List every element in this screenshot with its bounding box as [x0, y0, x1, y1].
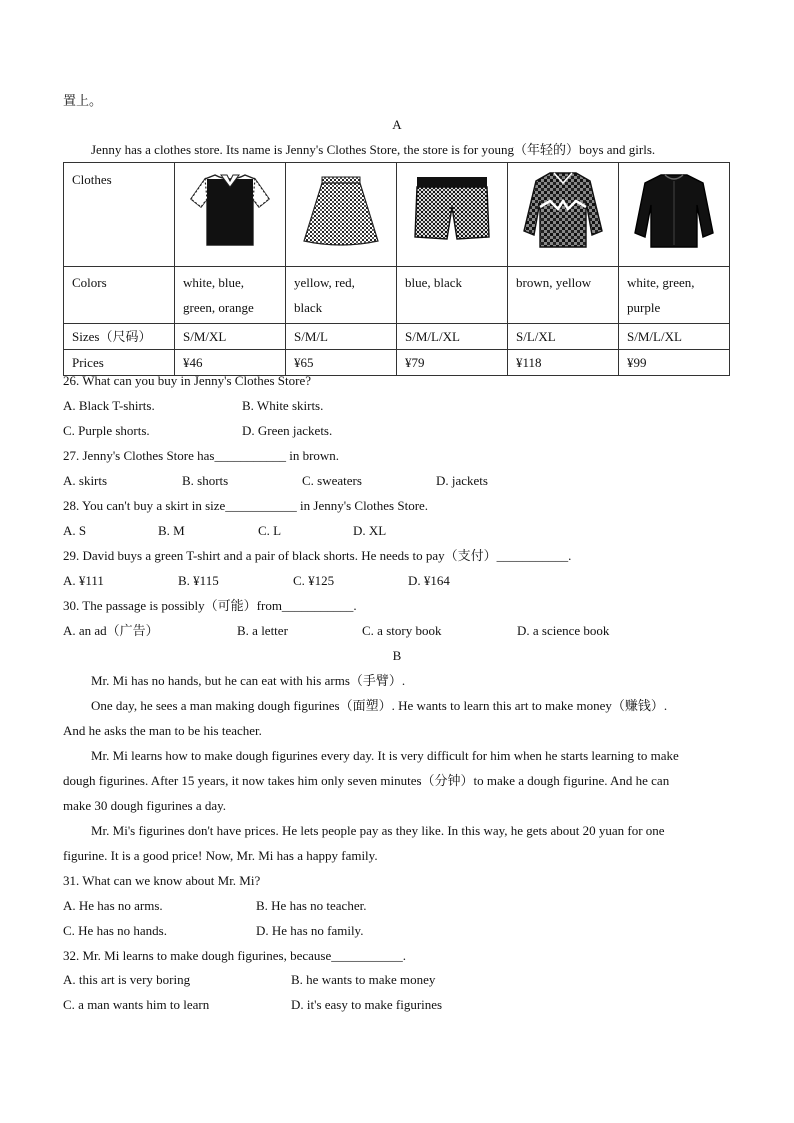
option-32d[interactable]: D. it's easy to make figurines — [291, 997, 443, 1012]
table-row-clothes — [64, 163, 730, 267]
option-26b[interactable]: B. White skirts. — [242, 398, 324, 413]
option-31b[interactable]: B. He has no teacher. — [256, 898, 367, 913]
colors-shorts: blue, black — [397, 267, 508, 324]
paragraph-2-cont: And he asks the man to be his teacher. — [63, 723, 262, 738]
header-colors: Colors — [64, 267, 175, 324]
option-28d[interactable]: D. XL — [353, 523, 387, 538]
question-27: 27. Jenny's Clothes Store has___________ in brown. — [63, 448, 340, 463]
header-clothes: Clothes — [64, 163, 175, 267]
jacket-icon — [631, 167, 717, 251]
paragraph-3-cont: dough figurines. After 15 years, it now takes him only seven minutes（分钟）to make a dough figurine. And he can — [63, 773, 670, 788]
sizes-shorts: S/M/L/XL — [397, 324, 508, 350]
paragraph-3-end: make 30 dough figurines a day. — [63, 798, 227, 813]
colors-tshirt: white, blue, green, orange — [175, 267, 286, 324]
option-27a[interactable]: A. skirts — [63, 473, 108, 488]
sizes-jacket: S/M/L/XL — [619, 324, 730, 350]
paragraph-4: Mr. Mi's figurines don't have prices. He lets people pay as they like. In this way, he gets about 20 yuan for one — [91, 823, 665, 838]
sizes-tshirt: S/M/XL — [175, 324, 286, 350]
table-row-sizes — [64, 324, 730, 350]
question-30: 30. The passage is possibly（可能）from___________. — [63, 598, 357, 613]
option-28c[interactable]: C. L — [258, 523, 282, 538]
option-31d[interactable]: D. He has no family. — [256, 923, 364, 938]
question-26: 26. What can you buy in Jenny's Clothes Store? — [63, 373, 311, 388]
option-26d[interactable]: D. Green jackets. — [242, 423, 333, 438]
section-b-label: B — [392, 648, 402, 663]
option-29c[interactable]: C. ¥125 — [293, 573, 335, 588]
shorts-cell — [397, 163, 508, 267]
colors-jacket: white, green, purple — [619, 267, 730, 324]
sweater-icon — [520, 167, 606, 251]
option-27b[interactable]: B. shorts — [182, 473, 229, 488]
option-30d[interactable]: D. a science book — [517, 623, 610, 638]
question-32: 32. Mr. Mi learns to make dough figurines, because___________. — [63, 948, 406, 963]
option-26c[interactable]: C. Purple shorts. — [63, 423, 150, 438]
colors-skirt: yellow, red, black — [286, 267, 397, 324]
option-31a[interactable]: A. He has no arms. — [63, 898, 163, 913]
colors-sweater: brown, yellow — [508, 267, 619, 324]
option-28a[interactable]: A. S — [63, 523, 87, 538]
option-32a[interactable]: A. this art is very boring — [63, 972, 191, 987]
price-tshirt: ¥46 — [175, 350, 286, 376]
option-29a[interactable]: A. ¥111 — [63, 573, 104, 588]
skirt-icon — [298, 167, 384, 251]
jacket-cell — [619, 163, 730, 267]
price-sweater: ¥118 — [508, 350, 619, 376]
question-28: 28. You can't buy a skirt in size___________ in Jenny's Clothes Store. — [63, 498, 429, 513]
price-skirt: ¥65 — [286, 350, 397, 376]
option-30a[interactable]: A. an ad（广告） — [63, 623, 159, 638]
question-29: 29. David buys a green T-shirt and a pair of black shorts. He needs to pay（支付）___________. — [63, 548, 572, 563]
option-31c[interactable]: C. He has no hands. — [63, 923, 167, 938]
header-prices: Prices — [64, 350, 175, 376]
section-a-intro: Jenny has a clothes store. Its name is Jenny's Clothes Store, the store is for young（年轻的）boys and girls. — [91, 142, 656, 157]
tshirt-icon — [187, 167, 273, 251]
option-29b[interactable]: B. ¥115 — [178, 573, 219, 588]
option-32b[interactable]: B. he wants to make money — [291, 972, 436, 987]
paragraph-2: One day, he sees a man making dough figurines（面塑）. He wants to learn this art to make money（赚钱）. — [91, 698, 668, 713]
sweater-cell — [508, 163, 619, 267]
intro-tail: 置上。 — [63, 93, 103, 108]
option-32c[interactable]: C. a man wants him to learn — [63, 997, 210, 1012]
option-30b[interactable]: B. a letter — [237, 623, 288, 638]
price-shorts: ¥79 — [397, 350, 508, 376]
option-28b[interactable]: B. M — [158, 523, 185, 538]
option-29d[interactable]: D. ¥164 — [408, 573, 450, 588]
sizes-skirt: S/M/L — [286, 324, 397, 350]
question-31: 31. What can we know about Mr. Mi? — [63, 873, 261, 888]
clothes-table — [63, 162, 730, 376]
option-26a[interactable]: A. Black T-shirts. — [63, 398, 155, 413]
paragraph-3: Mr. Mi learns how to make dough figurines every day. It is very difficult for him when he starts learning to make — [91, 748, 679, 763]
section-a-label: A — [392, 117, 402, 132]
header-sizes: Sizes（尺码） — [64, 324, 175, 350]
paragraph-1: Mr. Mi has no hands, but he can eat with his arms（手臂）. — [91, 673, 406, 688]
price-jacket: ¥99 — [619, 350, 730, 376]
paragraph-4-cont: figurine. It is a good price! Now, Mr. Mi has a happy family. — [63, 848, 378, 863]
option-27d[interactable]: D. jackets — [436, 473, 488, 488]
skirt-cell — [286, 163, 397, 267]
option-27c[interactable]: C. sweaters — [302, 473, 362, 488]
tshirt-cell — [175, 163, 286, 267]
table-row-colors — [64, 267, 730, 324]
shorts-icon — [409, 167, 495, 251]
option-30c[interactable]: C. a story book — [362, 623, 442, 638]
sizes-sweater: S/L/XL — [508, 324, 619, 350]
